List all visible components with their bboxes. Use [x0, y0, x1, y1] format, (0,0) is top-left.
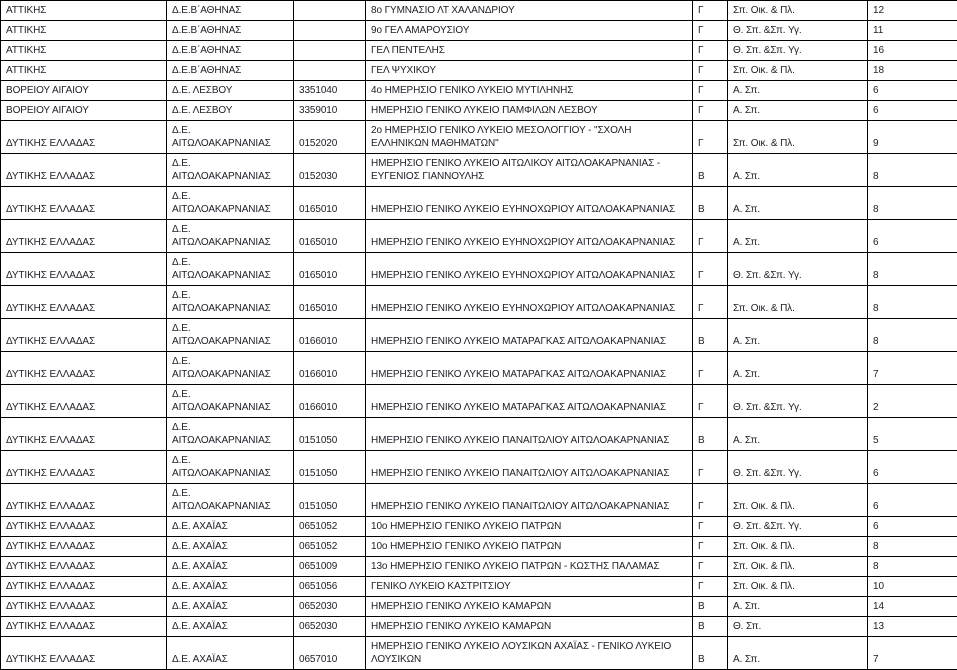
grade-cell: Γ — [693, 517, 728, 537]
directorate-cell: Δ.Ε. ΑΙΤΩΛΟΑΚΑΡΝΑΝΙΑΣ — [167, 352, 294, 385]
table-row — [1, 451, 957, 484]
school-name-cell: ΗΜΕΡΗΣΙΟ ΓΕΝΙΚΟ ΛΥΚΕΙΟ ΠΑΝΑΙΤΩΛΙΟΥ ΑΙΤΩΛΟΑΚΑΡΝΑΝΙΑΣ — [366, 418, 693, 451]
school-name-cell: ΓΕΛ ΨΥΧΙΚΟΥ — [366, 61, 693, 81]
table-row — [1, 41, 957, 61]
region-cell: ΔΥΤΙΚΗΣ ΕΛΛΑΔΑΣ — [1, 418, 167, 451]
count-cell: 5 — [868, 418, 957, 451]
school-name-cell: ΗΜΕΡΗΣΙΟ ΓΕΝΙΚΟ ΛΥΚΕΙΟ ΠΑΜΦΙΛΩΝ ΛΕΣΒΟΥ — [366, 101, 693, 121]
orientation-cell: Α. Σπ. — [728, 418, 868, 451]
grade-cell: Γ — [693, 1, 728, 21]
grade-cell: Β — [693, 187, 728, 220]
table-row — [1, 21, 957, 41]
code-cell: 3351040 — [294, 81, 366, 101]
count-cell: 2 — [868, 385, 957, 418]
grade-cell: Γ — [693, 21, 728, 41]
count-cell: 6 — [868, 451, 957, 484]
code-cell: 0151050 — [294, 484, 366, 517]
region-cell: ΔΥΤΙΚΗΣ ΕΛΛΑΔΑΣ — [1, 352, 167, 385]
orientation-cell: Α. Σπ. — [728, 220, 868, 253]
orientation-cell: Α. Σπ. — [728, 187, 868, 220]
count-cell: 6 — [868, 517, 957, 537]
region-cell: ΑΤΤΙΚΗΣ — [1, 1, 167, 21]
code-cell — [294, 1, 366, 21]
directorate-cell: Δ.Ε. ΑΙΤΩΛΟΑΚΑΡΝΑΝΙΑΣ — [167, 484, 294, 517]
school-name-cell: 10ο ΗΜΕΡΗΣΙΟ ΓΕΝΙΚΟ ΛΥΚΕΙΟ ΠΑΤΡΩΝ — [366, 517, 693, 537]
school-name-cell: 4ο ΗΜΕΡΗΣΙΟ ΓΕΝΙΚΟ ΛΥΚΕΙΟ ΜΥΤΙΛΗΝΗΣ — [366, 81, 693, 101]
grade-cell: Γ — [693, 286, 728, 319]
region-cell: ΔΥΤΙΚΗΣ ΕΛΛΑΔΑΣ — [1, 286, 167, 319]
region-cell: ΔΥΤΙΚΗΣ ΕΛΛΑΔΑΣ — [1, 484, 167, 517]
region-cell: ΔΥΤΙΚΗΣ ΕΛΛΑΔΑΣ — [1, 557, 167, 577]
code-cell: 3359010 — [294, 101, 366, 121]
count-cell: 7 — [868, 637, 957, 670]
directorate-cell: Δ.Ε. ΑΧΑΪΑΣ — [167, 637, 294, 670]
region-cell: ΔΥΤΙΚΗΣ ΕΛΛΑΔΑΣ — [1, 517, 167, 537]
count-cell: 14 — [868, 597, 957, 617]
code-cell: 0151050 — [294, 418, 366, 451]
directorate-cell: Δ.Ε.Β΄ΑΘΗΝΑΣ — [167, 41, 294, 61]
grade-cell: Γ — [693, 101, 728, 121]
table-row — [1, 253, 957, 286]
school-name-cell: ΗΜΕΡΗΣΙΟ ΓΕΝΙΚΟ ΛΥΚΕΙΟ ΚΑΜΑΡΩΝ — [366, 617, 693, 637]
grade-cell: Γ — [693, 81, 728, 101]
region-cell: ΔΥΤΙΚΗΣ ΕΛΛΑΔΑΣ — [1, 597, 167, 617]
count-cell: 16 — [868, 41, 957, 61]
directorate-cell: Δ.Ε. ΑΧΑΪΑΣ — [167, 557, 294, 577]
code-cell: 0151050 — [294, 451, 366, 484]
grade-cell: Γ — [693, 577, 728, 597]
directorate-cell: Δ.Ε. ΑΙΤΩΛΟΑΚΑΡΝΑΝΙΑΣ — [167, 418, 294, 451]
grade-cell: Γ — [693, 484, 728, 517]
school-name-cell: ΗΜΕΡΗΣΙΟ ΓΕΝΙΚΟ ΛΥΚΕΙΟ ΠΑΝΑΙΤΩΛΙΟΥ ΑΙΤΩΛΟΑΚΑΡΝΑΝΙΑΣ — [366, 484, 693, 517]
orientation-cell: Α. Σπ. — [728, 352, 868, 385]
region-cell: ΔΥΤΙΚΗΣ ΕΛΛΑΔΑΣ — [1, 253, 167, 286]
count-cell: 8 — [868, 187, 957, 220]
directorate-cell: Δ.Ε. ΑΧΑΪΑΣ — [167, 617, 294, 637]
school-name-cell: ΗΜΕΡΗΣΙΟ ΓΕΝΙΚΟ ΛΥΚΕΙΟ ΜΑΤΑΡΑΓΚΑΣ ΑΙΤΩΛΟΑΚΑΡΝΑΝΙΑΣ — [366, 385, 693, 418]
table-row — [1, 352, 957, 385]
school-name-cell: 9ο ΓΕΛ ΑΜΑΡΟΥΣΙΟΥ — [366, 21, 693, 41]
table-row — [1, 286, 957, 319]
directorate-cell: Δ.Ε. ΑΙΤΩΛΟΑΚΑΡΝΑΝΙΑΣ — [167, 451, 294, 484]
orientation-cell: Σπ. Οικ. & Πλ. — [728, 484, 868, 517]
code-cell: 0165010 — [294, 220, 366, 253]
count-cell: 8 — [868, 154, 957, 187]
count-cell: 8 — [868, 537, 957, 557]
orientation-cell: Θ. Σπ. &Σπ. Υγ. — [728, 41, 868, 61]
school-name-cell: ΗΜΕΡΗΣΙΟ ΓΕΝΙΚΟ ΛΥΚΕΙΟ ΕΥΗΝΟΧΩΡΙΟΥ ΑΙΤΩΛΟΑΚΑΡΝΑΝΙΑΣ — [366, 220, 693, 253]
code-cell: 0166010 — [294, 385, 366, 418]
orientation-cell: Α. Σπ. — [728, 81, 868, 101]
directorate-cell: Δ.Ε. ΛΕΣΒΟΥ — [167, 81, 294, 101]
school-name-cell: ΗΜΕΡΗΣΙΟ ΓΕΝΙΚΟ ΛΥΚΕΙΟ ΜΑΤΑΡΑΓΚΑΣ ΑΙΤΩΛΟΑΚΑΡΝΑΝΙΑΣ — [366, 352, 693, 385]
school-name-cell: ΗΜΕΡΗΣΙΟ ΓΕΝΙΚΟ ΛΥΚΕΙΟ ΕΥΗΝΟΧΩΡΙΟΥ ΑΙΤΩΛΟΑΚΑΡΝΑΝΙΑΣ — [366, 253, 693, 286]
code-cell: 0165010 — [294, 286, 366, 319]
table-row — [1, 418, 957, 451]
count-cell: 12 — [868, 1, 957, 21]
school-name-cell: 10ο ΗΜΕΡΗΣΙΟ ΓΕΝΙΚΟ ΛΥΚΕΙΟ ΠΑΤΡΩΝ — [366, 537, 693, 557]
directorate-cell: Δ.Ε. ΑΙΤΩΛΟΑΚΑΡΝΑΝΙΑΣ — [167, 187, 294, 220]
region-cell: ΔΥΤΙΚΗΣ ΕΛΛΑΔΑΣ — [1, 220, 167, 253]
table-row — [1, 385, 957, 418]
school-name-cell: ΗΜΕΡΗΣΙΟ ΓΕΝΙΚΟ ΛΥΚΕΙΟ ΠΑΝΑΙΤΩΛΙΟΥ ΑΙΤΩΛΟΑΚΑΡΝΑΝΙΑΣ — [366, 451, 693, 484]
region-cell: ΔΥΤΙΚΗΣ ΕΛΛΑΔΑΣ — [1, 537, 167, 557]
region-cell: ΔΥΤΙΚΗΣ ΕΛΛΑΔΑΣ — [1, 451, 167, 484]
orientation-cell: Θ. Σπ. &Σπ. Υγ. — [728, 517, 868, 537]
code-cell: 0166010 — [294, 319, 366, 352]
grade-cell: Β — [693, 319, 728, 352]
orientation-cell: Σπ. Οικ. & Πλ. — [728, 577, 868, 597]
region-cell: ΔΥΤΙΚΗΣ ΕΛΛΑΔΑΣ — [1, 121, 167, 154]
grade-cell: Β — [693, 617, 728, 637]
directorate-cell: Δ.Ε. ΑΧΑΪΑΣ — [167, 597, 294, 617]
school-name-cell: ΓΕΛ ΠΕΝΤΕΛΗΣ — [366, 41, 693, 61]
table-row — [1, 154, 957, 187]
directorate-cell: Δ.Ε. ΑΙΤΩΛΟΑΚΑΡΝΑΝΙΑΣ — [167, 121, 294, 154]
orientation-cell: Θ. Σπ. &Σπ. Υγ. — [728, 253, 868, 286]
table-row — [1, 1, 957, 21]
region-cell: ΑΤΤΙΚΗΣ — [1, 61, 167, 81]
grade-cell: Β — [693, 154, 728, 187]
count-cell: 13 — [868, 617, 957, 637]
count-cell: 8 — [868, 319, 957, 352]
code-cell: 0166010 — [294, 352, 366, 385]
table-row — [1, 187, 957, 220]
orientation-cell: Σπ. Οικ. & Πλ. — [728, 537, 868, 557]
code-cell: 0651009 — [294, 557, 366, 577]
code-cell: 0651052 — [294, 537, 366, 557]
region-cell: ΔΥΤΙΚΗΣ ΕΛΛΑΔΑΣ — [1, 617, 167, 637]
table-row — [1, 537, 957, 557]
count-cell: 7 — [868, 352, 957, 385]
directorate-cell: Δ.Ε. ΑΙΤΩΛΟΑΚΑΡΝΑΝΙΑΣ — [167, 253, 294, 286]
grade-cell: Γ — [693, 557, 728, 577]
grade-cell: Γ — [693, 385, 728, 418]
directorate-cell: Δ.Ε. ΑΙΤΩΛΟΑΚΑΡΝΑΝΙΑΣ — [167, 286, 294, 319]
code-cell: 0657010 — [294, 637, 366, 670]
directorate-cell: Δ.Ε. ΑΧΑΪΑΣ — [167, 537, 294, 557]
orientation-cell: Θ. Σπ. &Σπ. Υγ. — [728, 451, 868, 484]
code-cell: 0651052 — [294, 517, 366, 537]
directorate-cell: Δ.Ε. ΑΧΑΪΑΣ — [167, 517, 294, 537]
grade-cell: Γ — [693, 253, 728, 286]
count-cell: 6 — [868, 81, 957, 101]
count-cell: 11 — [868, 21, 957, 41]
region-cell: ΔΥΤΙΚΗΣ ΕΛΛΑΔΑΣ — [1, 187, 167, 220]
region-cell: ΔΥΤΙΚΗΣ ΕΛΛΑΔΑΣ — [1, 319, 167, 352]
code-cell: 0652030 — [294, 597, 366, 617]
orientation-cell: Α. Σπ. — [728, 154, 868, 187]
table-body — [1, 1, 957, 670]
code-cell: 0651056 — [294, 577, 366, 597]
table-row — [1, 637, 957, 670]
count-cell: 6 — [868, 484, 957, 517]
region-cell: ΒΟΡΕΙΟΥ ΑΙΓΑΙΟΥ — [1, 81, 167, 101]
school-name-cell: ΗΜΕΡΗΣΙΟ ΓΕΝΙΚΟ ΛΥΚΕΙΟ ΕΥΗΝΟΧΩΡΙΟΥ ΑΙΤΩΛΟΑΚΑΡΝΑΝΙΑΣ — [366, 286, 693, 319]
count-cell: 6 — [868, 220, 957, 253]
directorate-cell: Δ.Ε. ΑΙΤΩΛΟΑΚΑΡΝΑΝΙΑΣ — [167, 154, 294, 187]
directorate-cell: Δ.Ε. ΑΙΤΩΛΟΑΚΑΡΝΑΝΙΑΣ — [167, 385, 294, 418]
table-row — [1, 597, 957, 617]
grade-cell: Γ — [693, 61, 728, 81]
table-row — [1, 517, 957, 537]
table-row — [1, 81, 957, 101]
grade-cell: Γ — [693, 451, 728, 484]
school-name-cell: ΓΕΝΙΚΟ ΛΥΚΕΙΟ ΚΑΣΤΡΙΤΣΙΟΥ — [366, 577, 693, 597]
code-cell: 0165010 — [294, 187, 366, 220]
count-cell: 8 — [868, 253, 957, 286]
count-cell: 18 — [868, 61, 957, 81]
directorate-cell: Δ.Ε. ΑΧΑΪΑΣ — [167, 577, 294, 597]
grade-cell: Γ — [693, 121, 728, 154]
region-cell: ΒΟΡΕΙΟΥ ΑΙΓΑΙΟΥ — [1, 101, 167, 121]
orientation-cell: Θ. Σπ. — [728, 617, 868, 637]
grade-cell: Β — [693, 637, 728, 670]
table-row — [1, 484, 957, 517]
table-row — [1, 121, 957, 154]
grade-cell: Β — [693, 597, 728, 617]
orientation-cell: Θ. Σπ. &Σπ. Υγ. — [728, 385, 868, 418]
orientation-cell: Σπ. Οικ. & Πλ. — [728, 121, 868, 154]
code-cell: 0652030 — [294, 617, 366, 637]
count-cell: 8 — [868, 557, 957, 577]
grade-cell: Γ — [693, 220, 728, 253]
count-cell: 8 — [868, 286, 957, 319]
region-cell: ΔΥΤΙΚΗΣ ΕΛΛΑΔΑΣ — [1, 154, 167, 187]
region-cell: ΑΤΤΙΚΗΣ — [1, 21, 167, 41]
school-name-cell: ΗΜΕΡΗΣΙΟ ΓΕΝΙΚΟ ΛΥΚΕΙΟ ΚΑΜΑΡΩΝ — [366, 597, 693, 617]
directorate-cell: Δ.Ε.Β΄ΑΘΗΝΑΣ — [167, 1, 294, 21]
grade-cell: Γ — [693, 41, 728, 61]
orientation-cell: Α. Σπ. — [728, 597, 868, 617]
orientation-cell: Α. Σπ. — [728, 101, 868, 121]
table-row — [1, 61, 957, 81]
code-cell — [294, 61, 366, 81]
table-row — [1, 101, 957, 121]
school-name-cell: 8ο ΓΥΜΝΑΣΙΟ ΛΤ ΧΑΛΑΝΔΡΙΟΥ — [366, 1, 693, 21]
code-cell: 0152020 — [294, 121, 366, 154]
count-cell: 10 — [868, 577, 957, 597]
code-cell — [294, 21, 366, 41]
region-cell: ΔΥΤΙΚΗΣ ΕΛΛΑΔΑΣ — [1, 637, 167, 670]
orientation-cell: Α. Σπ. — [728, 319, 868, 352]
code-cell: 0165010 — [294, 253, 366, 286]
region-cell: ΑΤΤΙΚΗΣ — [1, 41, 167, 61]
code-cell — [294, 41, 366, 61]
orientation-cell: Θ. Σπ. &Σπ. Υγ. — [728, 21, 868, 41]
count-cell: 6 — [868, 101, 957, 121]
directorate-cell: Δ.Ε.Β΄ΑΘΗΝΑΣ — [167, 61, 294, 81]
school-name-cell: ΗΜΕΡΗΣΙΟ ΓΕΝΙΚΟ ΛΥΚΕΙΟ ΕΥΗΝΟΧΩΡΙΟΥ ΑΙΤΩΛΟΑΚΑΡΝΑΝΙΑΣ — [366, 187, 693, 220]
table-row — [1, 557, 957, 577]
directorate-cell: Δ.Ε. ΑΙΤΩΛΟΑΚΑΡΝΑΝΙΑΣ — [167, 319, 294, 352]
table-row — [1, 319, 957, 352]
school-name-cell: ΗΜΕΡΗΣΙΟ ΓΕΝΙΚΟ ΛΥΚΕΙΟ ΑΙΤΩΛΙΚΟΥ ΑΙΤΩΛΟΑΚΑΡΝΑΝΙΑΣ - ΕΥΓΕΝΙΟΣ ΓΙΑΝΝΟΥΛΗΣ — [366, 154, 693, 187]
grade-cell: Γ — [693, 352, 728, 385]
grade-cell: Β — [693, 418, 728, 451]
school-name-cell: ΗΜΕΡΗΣΙΟ ΓΕΝΙΚΟ ΛΥΚΕΙΟ ΜΑΤΑΡΑΓΚΑΣ ΑΙΤΩΛΟΑΚΑΡΝΑΝΙΑΣ — [366, 319, 693, 352]
school-name-cell: 13ο ΗΜΕΡΗΣΙΟ ΓΕΝΙΚΟ ΛΥΚΕΙΟ ΠΑΤΡΩΝ - ΚΩΣΤΗΣ ΠΑΛΑΜΑΣ — [366, 557, 693, 577]
table-row — [1, 617, 957, 637]
region-cell: ΔΥΤΙΚΗΣ ΕΛΛΑΔΑΣ — [1, 577, 167, 597]
table-row — [1, 577, 957, 597]
orientation-cell: Σπ. Οικ. & Πλ. — [728, 557, 868, 577]
directorate-cell: Δ.Ε. ΛΕΣΒΟΥ — [167, 101, 294, 121]
orientation-cell: Σπ. Οικ. & Πλ. — [728, 286, 868, 319]
school-name-cell: 2ο ΗΜΕΡΗΣΙΟ ΓΕΝΙΚΟ ΛΥΚΕΙΟ ΜΕΣΟΛΟΓΓΙΟΥ - "ΣΧΟΛΗ ΕΛΛΗΝΙΚΩΝ ΜΑΘΗΜΑΤΩΝ" — [366, 121, 693, 154]
table-row — [1, 220, 957, 253]
grade-cell: Γ — [693, 537, 728, 557]
directorate-cell: Δ.Ε.Β΄ΑΘΗΝΑΣ — [167, 21, 294, 41]
orientation-cell: Σπ. Οικ. & Πλ. — [728, 1, 868, 21]
orientation-cell: Σπ. Οικ. & Πλ. — [728, 61, 868, 81]
count-cell: 9 — [868, 121, 957, 154]
orientation-cell: Α. Σπ. — [728, 637, 868, 670]
school-name-cell: ΗΜΕΡΗΣΙΟ ΓΕΝΙΚΟ ΛΥΚΕΙΟ ΛΟΥΣΙΚΩΝ ΑΧΑΪΑΣ - ΓΕΝΙΚΟ ΛΥΚΕΙΟ ΛΟΥΣΙΚΩΝ — [366, 637, 693, 670]
code-cell: 0152030 — [294, 154, 366, 187]
region-cell: ΔΥΤΙΚΗΣ ΕΛΛΑΔΑΣ — [1, 385, 167, 418]
directorate-cell: Δ.Ε. ΑΙΤΩΛΟΑΚΑΡΝΑΝΙΑΣ — [167, 220, 294, 253]
